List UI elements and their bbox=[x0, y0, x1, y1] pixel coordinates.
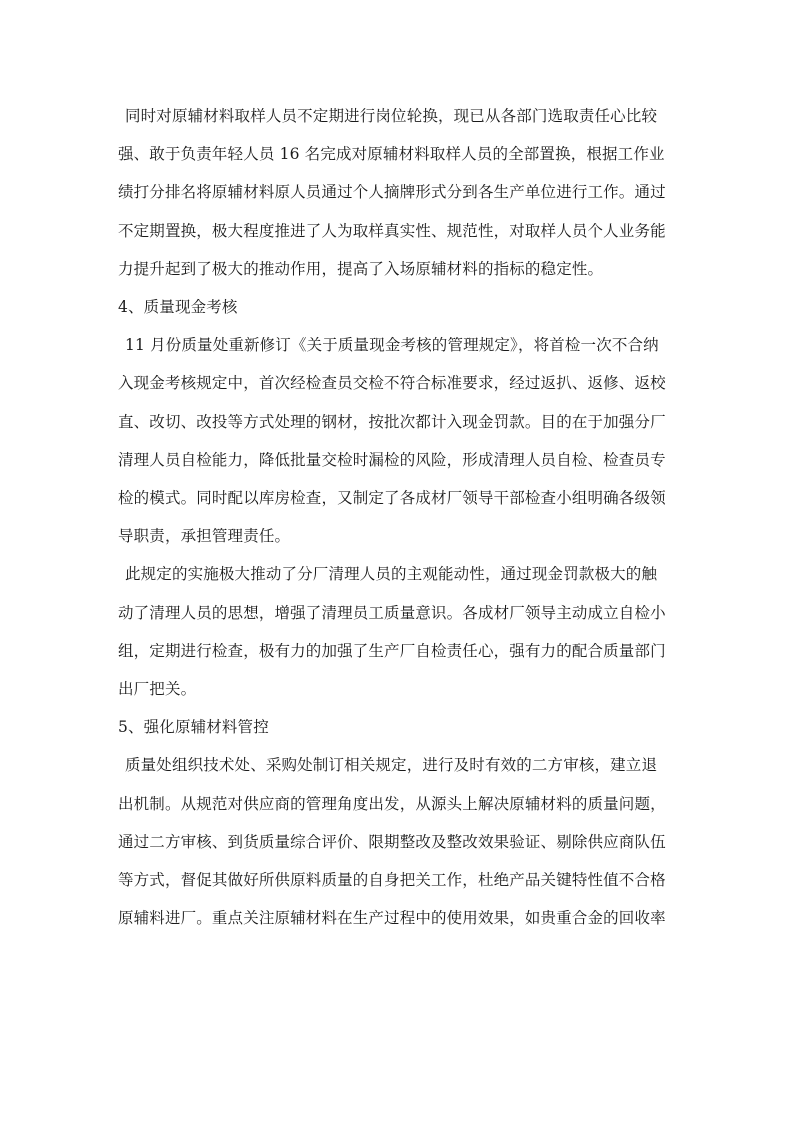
paragraph-cash-assessment bbox=[118, 326, 684, 555]
paragraph-sampling-rotation bbox=[118, 97, 684, 288]
text-line: 力提升起到了极大的推动作用，提高了入场原辅材料的指标的稳定性。 bbox=[118, 259, 604, 278]
text-line: 此规定的实施极大推动了分厂清理人员的主观能动性，通过现金罚款极大的触 bbox=[125, 565, 658, 584]
text-line: 强、敢于负责年轻人员 16 名完成对原辅材料取样人员的全部置换，根据工作业 bbox=[118, 145, 665, 164]
text-line: 不定期置换，极大程度推进了人为取样真实性、规范性，对取样人员个人业务能 bbox=[118, 221, 666, 240]
section-heading-5 bbox=[118, 708, 684, 746]
paragraph-regulation-effect bbox=[118, 555, 684, 708]
text-line: 原辅料进厂。重点关注原辅材料在生产过程中的使用效果，如贵重合金的回收率 bbox=[118, 909, 666, 928]
heading-text: 4、质量现金考核 bbox=[118, 298, 238, 317]
text-line: 绩打分排名将原辅材料原人员通过个人摘牌形式分到各生产单位进行工作。通过 bbox=[118, 183, 666, 202]
text-line: 出厂把关。 bbox=[118, 680, 197, 699]
text-line: 同时对原辅材料取样人员不定期进行岗位轮换，现已从各部门选取责任心比较 bbox=[125, 107, 658, 125]
document-body bbox=[118, 97, 684, 937]
paragraph-raw-material-control bbox=[118, 746, 684, 937]
text-line: 等方式，督促其做好所供原料质量的自身把关工作，杜绝产品关键特性值不合格 bbox=[118, 871, 666, 890]
text-line: 导职责，承担管理责任。 bbox=[118, 527, 291, 546]
text-line: 组，定期进行检查，极有力的加强了生产厂自检责任心，强有力的配合质量部门 bbox=[118, 641, 666, 660]
text-line: 出机制。从规范对供应商的管理角度出发，从源头上解决原辅材料的质量问题， bbox=[118, 794, 666, 813]
text-line: 清理人员自检能力，降低批量交检时漏检的风险，形成清理人员自检、检查员专 bbox=[118, 450, 666, 469]
text-line: 入现金考核规定中，首次经检查员交检不符合标准要求，经过返扒、返修、返校 bbox=[118, 374, 666, 393]
text-line: 动了清理人员的思想，增强了清理员工质量意识。各成材厂领导主动成立自检小 bbox=[118, 603, 666, 622]
text-line: 通过二方审核、到货质量综合评价、限期整改及整改效果验证、剔除供应商队伍 bbox=[118, 832, 666, 851]
text-line: 检的模式。同时配以库房检查，又制定了各成材厂领导干部检查小组明确各级领 bbox=[118, 489, 666, 508]
text-line: 直、改切、改投等方式处理的钢材，按批次都计入现金罚款。目的在于加强分厂 bbox=[118, 412, 666, 431]
heading-text: 5、强化原辅材料管控 bbox=[118, 718, 269, 737]
text-line: 11 月份质量处重新修订《关于质量现金考核的管理规定》，将首检一次不合纳 bbox=[125, 336, 659, 355]
text-line: 质量处组织技术处、采购处制订相关规定，进行及时有效的二方审核，建立退 bbox=[125, 756, 658, 775]
section-heading-4 bbox=[118, 288, 684, 326]
